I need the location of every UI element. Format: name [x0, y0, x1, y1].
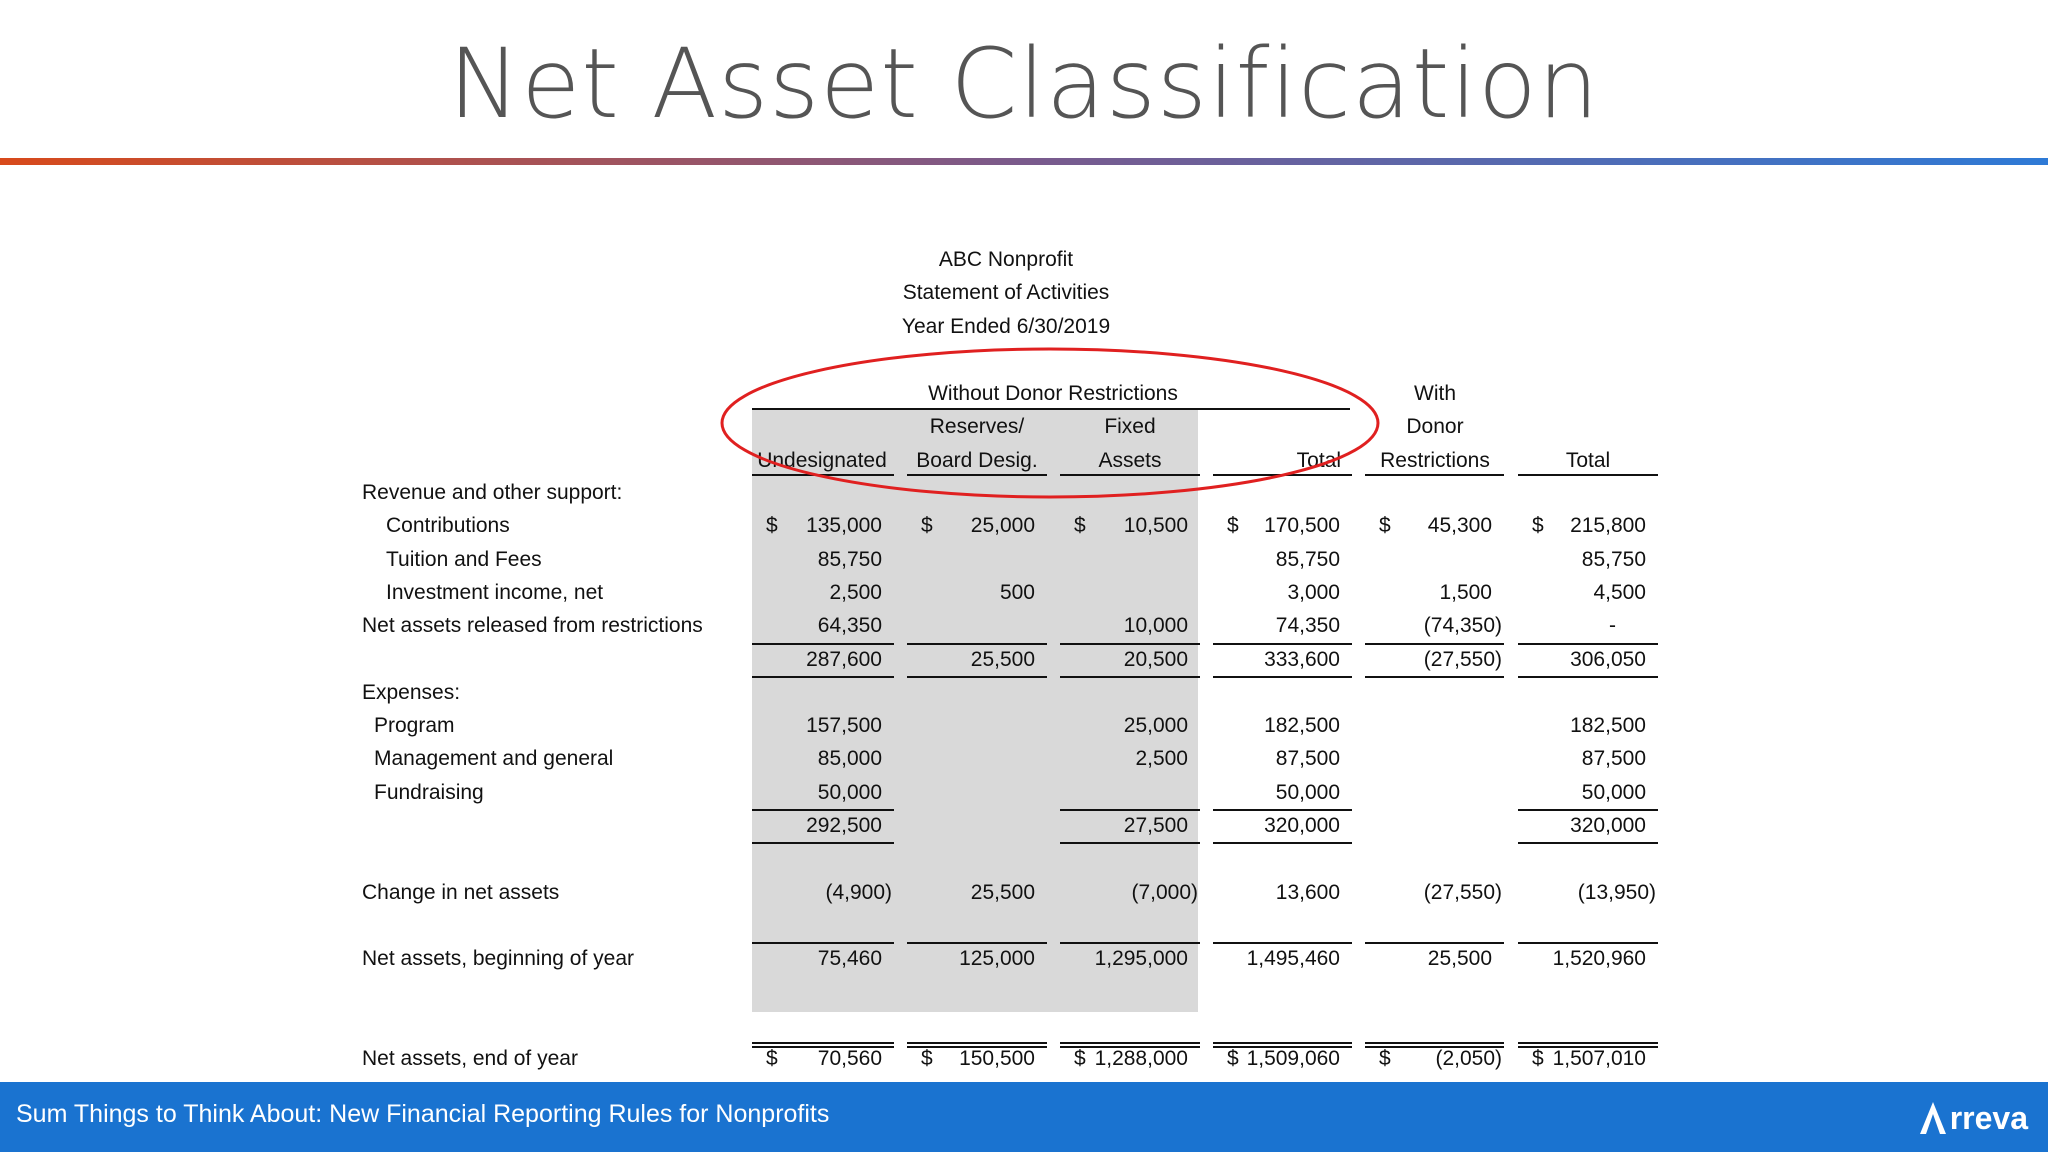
- table-cell: 1,288,000: [1094, 1047, 1188, 1071]
- header-with-2: Donor: [1406, 415, 1464, 438]
- table-cell: 135,000: [806, 514, 882, 538]
- arreva-logo: [1918, 1096, 2028, 1140]
- table-cell: 157,500: [806, 714, 882, 738]
- row-label: Net assets released from restrictions: [362, 614, 703, 638]
- slide-title: Net Asset Classification: [448, 28, 1600, 140]
- table-cell: 1,507,010: [1552, 1047, 1646, 1071]
- dollar-sign: $: [921, 514, 933, 538]
- dollar-sign: $: [766, 514, 778, 538]
- table-cell: 306,050: [1570, 647, 1646, 671]
- statement-org: ABC Nonprofit: [938, 248, 1074, 271]
- table-cell: 25,500: [970, 647, 1035, 671]
- statement-name: Statement of Activities: [902, 281, 1110, 304]
- logo-word: rreva: [1949, 1099, 2028, 1136]
- table-cell: (27,550): [1423, 647, 1502, 671]
- row-label: Investment income, net: [386, 580, 604, 604]
- table-cell: 1,495,460: [1246, 947, 1340, 971]
- row-label: Tuition and Fees: [386, 547, 542, 571]
- table-cell: 215,800: [1570, 514, 1646, 538]
- footer-bar: [0, 1082, 2048, 1152]
- header-fixed-1: Fixed: [1104, 415, 1156, 438]
- header-without-donor-restrictions: Without Donor Restrictions: [928, 382, 1178, 405]
- table-cell: 1,520,960: [1552, 947, 1646, 971]
- dollar-sign: $: [1227, 514, 1239, 538]
- row-label: Management and general: [374, 747, 614, 771]
- table-cell: 25,500: [970, 880, 1035, 904]
- table-cell: 20,500: [1123, 647, 1188, 671]
- row-label: Net assets, beginning of year: [362, 947, 634, 971]
- table-cell: 13,600: [1275, 880, 1340, 904]
- table-cell: 1,509,060: [1246, 1047, 1340, 1071]
- row-label: Revenue and other support:: [362, 481, 623, 504]
- table-cell: 25,000: [970, 514, 1035, 538]
- table-cell: 333,600: [1264, 647, 1340, 671]
- table-cell: 50,000: [1581, 780, 1646, 804]
- dollar-sign: $: [1532, 514, 1544, 538]
- table-cell: 85,750: [817, 547, 882, 571]
- table-cell: 170,500: [1264, 514, 1340, 538]
- table-cell: 50,000: [817, 780, 882, 804]
- header-with-1: With: [1414, 382, 1456, 405]
- header-fixed-2: Assets: [1098, 449, 1162, 472]
- table-cell: 320,000: [1570, 814, 1646, 837]
- dollar-sign: $: [1379, 1047, 1391, 1071]
- header-grand-total: Total: [1565, 449, 1611, 472]
- footer-text: Sum Things to Think About: New Financial Reporting Rules for Nonprofits: [16, 1100, 830, 1128]
- row-label: Net assets, end of year: [362, 1047, 578, 1071]
- dollar-sign: $: [766, 1047, 778, 1071]
- dollar-sign: $: [1379, 514, 1391, 538]
- table-cell: 64,350: [817, 614, 882, 638]
- row-label: Contributions: [386, 514, 510, 538]
- header-undesignated: Undesignated: [757, 449, 887, 472]
- table-cell: 27,500: [1123, 814, 1188, 837]
- table-cell: (7,000): [1131, 880, 1198, 904]
- header-total: Total: [1296, 449, 1341, 472]
- table-cell: 85,750: [1275, 547, 1340, 571]
- table-cell: 3,000: [1287, 580, 1340, 604]
- table-cell: 45,300: [1427, 514, 1492, 538]
- table-cell: 87,500: [1275, 747, 1340, 771]
- dollar-sign: $: [1074, 1047, 1086, 1071]
- row-label: Change in net assets: [362, 880, 560, 904]
- table-cell: (27,550): [1423, 880, 1502, 904]
- table-cell: 25,000: [1123, 714, 1188, 738]
- table-cell: (13,950): [1577, 880, 1656, 904]
- table-cell: 10,500: [1123, 514, 1188, 538]
- arreva-logo-mark-icon: [1918, 1100, 1948, 1136]
- table-cell: (4,900): [825, 880, 892, 904]
- table-cell: -: [1609, 614, 1616, 638]
- table-cell: 50,000: [1275, 780, 1340, 804]
- row-label: Fundraising: [374, 780, 484, 804]
- table-cell: 150,500: [959, 1047, 1035, 1071]
- table-cell: 320,000: [1264, 814, 1340, 837]
- table-cell: 10,000: [1123, 614, 1188, 638]
- table-cell: 25,500: [1427, 947, 1492, 971]
- header-with-3: Restrictions: [1380, 449, 1490, 472]
- table-cell: 182,500: [1264, 714, 1340, 738]
- dollar-sign: $: [1227, 1047, 1239, 1071]
- table-cell: 182,500: [1570, 714, 1646, 738]
- table-cell: 287,600: [806, 647, 882, 671]
- row-label: Expenses:: [362, 680, 461, 704]
- table-cell: 4,500: [1593, 580, 1646, 604]
- table-cell: 85,750: [1581, 547, 1646, 571]
- table-cell: 70,560: [817, 1047, 882, 1071]
- table-cell: 87,500: [1581, 747, 1646, 771]
- statement-period: Year Ended 6/30/2019: [901, 315, 1111, 338]
- header-reserves-1: Reserves/: [929, 415, 1025, 438]
- table-cell: 75,460: [817, 947, 882, 971]
- dollar-sign: $: [921, 1047, 933, 1071]
- table-cell: (74,350): [1423, 614, 1502, 638]
- dollar-sign: $: [1074, 514, 1086, 538]
- header-reserves-2: Board Desig.: [916, 449, 1038, 472]
- dollar-sign: $: [1532, 1047, 1544, 1071]
- table-cell: 500: [999, 580, 1035, 604]
- row-label: Program: [374, 714, 455, 738]
- table-cell: 1,295,000: [1094, 947, 1188, 971]
- table-cell: 1,500: [1439, 580, 1492, 604]
- table-cell: 2,500: [829, 580, 882, 604]
- table-cell: 125,000: [959, 947, 1035, 971]
- table-cell: 74,350: [1275, 614, 1340, 638]
- table-cell: 292,500: [806, 814, 882, 837]
- table-cell: 85,000: [817, 747, 882, 771]
- table-cell: 2,500: [1135, 747, 1188, 771]
- table-cell: (2,050): [1435, 1047, 1502, 1071]
